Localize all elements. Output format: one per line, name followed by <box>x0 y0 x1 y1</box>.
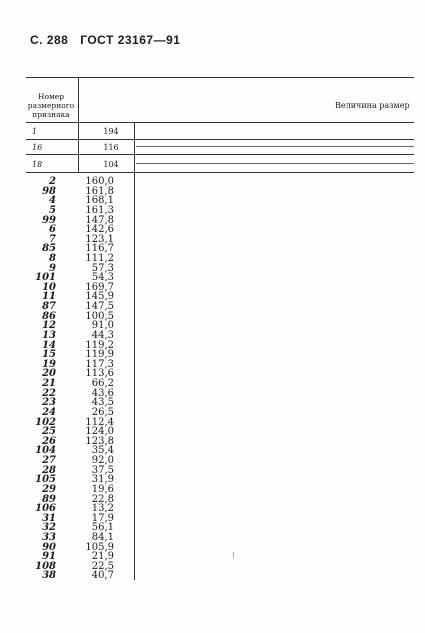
row-value: 116,7 <box>85 243 114 255</box>
row-number: 86 <box>42 310 56 322</box>
row-number: 24 <box>42 406 56 418</box>
row-number: 10 <box>42 281 56 293</box>
row-number: 13 <box>42 329 56 341</box>
row-number: 5 <box>49 204 56 216</box>
row-number: 25 <box>42 426 56 438</box>
column-header-number: Номер размерного признака <box>27 92 75 119</box>
row-value: 54,3 <box>91 272 114 284</box>
col-divider <box>78 77 79 173</box>
row-number: 23 <box>42 397 56 409</box>
row-value: 160,0 <box>85 176 114 187</box>
head-row-value: 104 <box>103 160 119 169</box>
row-number: 104 <box>35 445 56 457</box>
row-value: 168,1 <box>85 195 114 207</box>
row-value: 169,7 <box>85 281 114 293</box>
page-header <box>30 33 180 47</box>
row-number: 33 <box>42 531 56 543</box>
row-number: 38 <box>42 570 56 582</box>
row-number: 31 <box>42 512 56 524</box>
row-value: 22,8 <box>91 493 114 505</box>
head-rule-3 <box>26 172 414 173</box>
row-number: 102 <box>35 416 56 428</box>
row-number: 101 <box>35 272 56 284</box>
row-value: 119,9 <box>85 349 114 361</box>
row-value: 105,9 <box>85 541 114 553</box>
row-number: 105 <box>35 474 56 486</box>
head-row-number: 18 <box>32 160 43 169</box>
row-value: 40,7 <box>91 570 114 582</box>
row-number: 99 <box>42 214 56 226</box>
page-number: С. 288 <box>30 33 69 47</box>
row-value: 35,4 <box>91 445 114 457</box>
row-value: 142,6 <box>85 224 114 236</box>
row-value: 123,8 <box>85 435 114 447</box>
row-value: 43,5 <box>91 397 114 409</box>
row-number: 26 <box>42 435 56 447</box>
row-number: 2 <box>49 176 56 187</box>
inner-rule-a <box>136 146 414 147</box>
row-number: 108 <box>35 560 56 572</box>
row-value: 44,3 <box>91 329 114 341</box>
row-value: 124,0 <box>85 426 114 438</box>
header-bottom-rule <box>26 122 414 123</box>
row-number: 9 <box>49 262 56 274</box>
row-number: 22 <box>42 387 56 399</box>
row-number: 8 <box>49 253 56 264</box>
row-value: 123,1 <box>85 233 114 245</box>
row-value: 19,6 <box>91 483 114 495</box>
head-row-number: 1 <box>32 127 38 136</box>
row-number: 15 <box>42 349 56 361</box>
row-value: 26,5 <box>91 406 114 418</box>
row-number: 20 <box>42 368 56 380</box>
scan-mark <box>233 552 234 558</box>
row-number: 98 <box>42 185 56 197</box>
row-value: 21,9 <box>91 551 114 563</box>
standard-code: ГОСТ 23167—91 <box>80 33 181 47</box>
row-value: 113,6 <box>85 368 114 380</box>
row-value: 22,5 <box>91 560 114 572</box>
row-number: 106 <box>35 503 56 515</box>
column-header-values: Величина размер <box>335 101 410 110</box>
row-value: 57,3 <box>91 262 114 274</box>
row-number: 14 <box>42 339 56 351</box>
row-number: 12 <box>42 320 56 332</box>
row-value: 117,3 <box>85 358 114 370</box>
row-number: 89 <box>42 493 56 505</box>
row-value: 119,2 <box>85 339 114 351</box>
row-value: 56,1 <box>91 522 114 534</box>
row-value: 92,0 <box>91 455 114 466</box>
value-col-divider <box>134 122 135 580</box>
head-rule-2 <box>26 154 414 155</box>
row-number: 19 <box>42 358 56 370</box>
row-value: 31,9 <box>91 474 114 486</box>
row-number: 29 <box>42 483 56 495</box>
row-value: 66,2 <box>91 378 114 389</box>
row-value: 91,0 <box>91 320 114 332</box>
row-number: 28 <box>42 464 56 476</box>
row-number: 91 <box>42 551 56 563</box>
head-row-number: 16 <box>32 143 43 152</box>
row-value: 161,8 <box>85 185 114 197</box>
row-value: 145,9 <box>85 291 114 303</box>
row-number: 6 <box>49 224 56 236</box>
row-number: 87 <box>42 301 56 313</box>
row-number: 32 <box>42 522 56 534</box>
row-value: 111,2 <box>85 253 114 264</box>
row-number: 85 <box>42 243 56 255</box>
head-rule-1 <box>26 139 414 140</box>
row-value: 17,9 <box>91 512 114 524</box>
row-value: 37,5 <box>91 464 114 476</box>
table-top-rule <box>26 77 414 78</box>
row-number: 11 <box>42 291 56 303</box>
inner-rule-b <box>136 163 414 164</box>
head-row-value: 116 <box>103 143 119 152</box>
row-value: 112,4 <box>85 416 114 428</box>
row-number: 27 <box>42 455 56 466</box>
head-row-value: 194 <box>103 127 119 136</box>
row-value: 43,6 <box>91 387 114 399</box>
row-value: 147,5 <box>85 301 114 313</box>
row-value: 147,8 <box>85 214 114 226</box>
row-value: 13,2 <box>91 503 114 515</box>
row-number: 90 <box>42 541 56 553</box>
row-value: 84,1 <box>91 531 114 543</box>
row-value: 161,3 <box>85 204 114 216</box>
row-number: 21 <box>42 378 56 389</box>
row-number: 7 <box>49 233 56 245</box>
row-value: 100,5 <box>85 310 114 322</box>
row-number: 4 <box>49 195 56 207</box>
